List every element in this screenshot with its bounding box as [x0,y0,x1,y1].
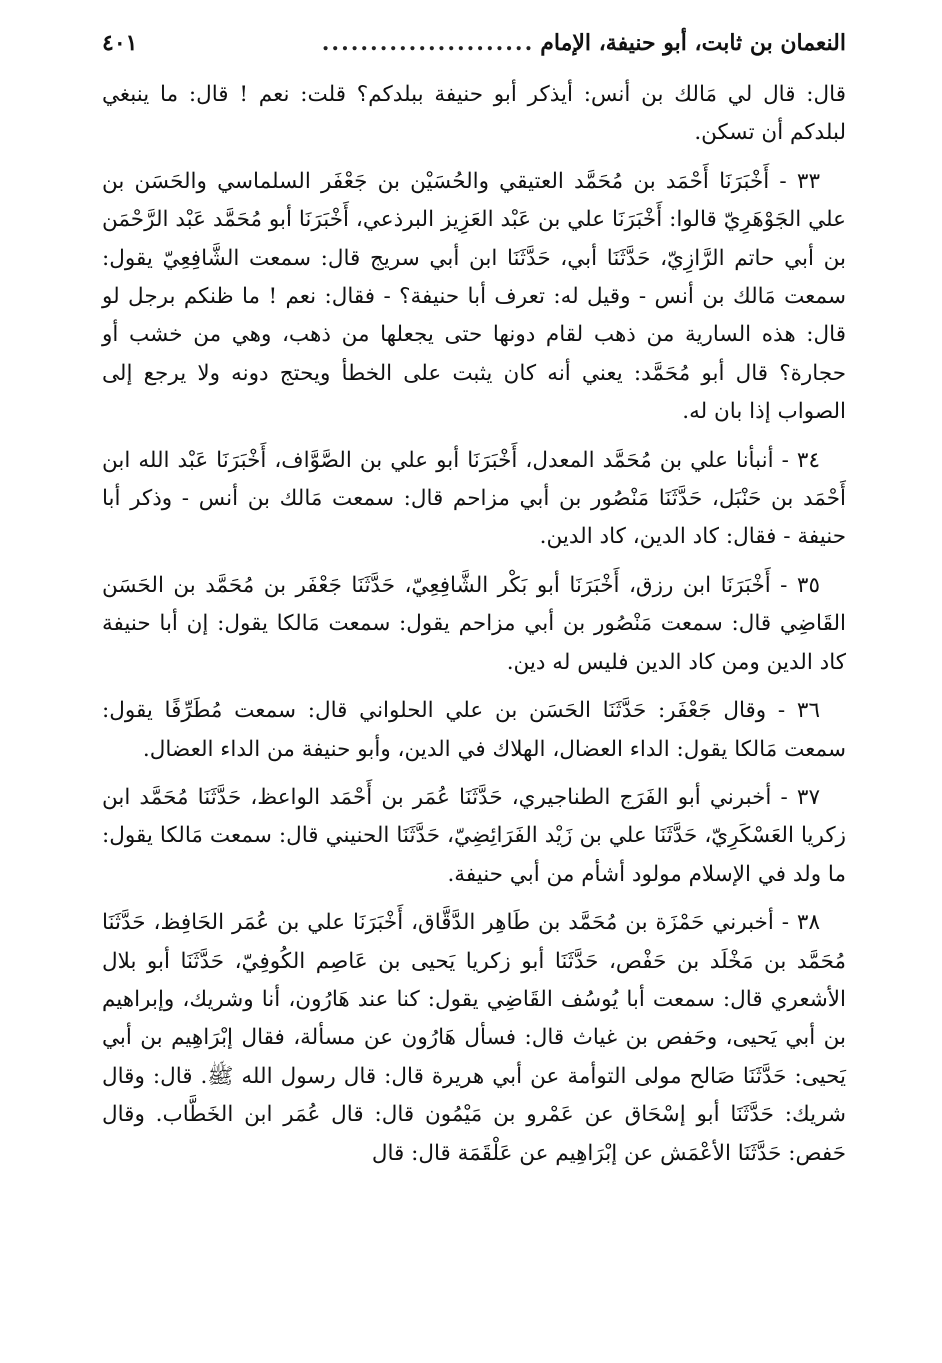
paragraph-36: ٣٦ - وقال جَعْفَر: حَدَّثَنَا الحَسَن بن علي الحلواني قال: سمعت مُطَرِّفًا يقول: سمعت مَالكا يقول: الداء العضال، الهلاك في الدين، وأبو حنيفة من الداء العضال. [102,698,846,762]
paragraph-33: ٣٣ - أَخْبَرَنَا أَحْمَد بن مُحَمَّد العتيقي والحُسَيْن بن جَعْفَر السلماسي والحَسَن بن علي الجَوْهَرِيّ قالوا: أَخْبَرَنَا علي بن عَبْد العَزِيز البرذعي، أَخْبَرَنَا أبو مُحَمَّد عَبْد الرَّحْمَن بن أبي حاتم الرَّازِيّ، حَدَّثَنَا أبي، حَدَّثَنَا ابن أبي سريج قال: سمعت الشَّافِعِيّ يقول: سمعت مَالك بن أنس - وقيل له: تعرف أبا حنيفة؟ - فقال: نعم ! ما ظنكم برجل لو قال: هذه السارية من ذهب لقام دونها حتى يجعلها من ذهب، وهي من خشب أو حجارة؟ قال أبو مُحَمَّد: يعني أنه كان يثبت على الخطأ ويحتج دونه ولا يرجع إلى الصواب إذا بان له. [102,168,846,425]
page-body [102,76,846,1173]
paragraph-38: ٣٨ - أخبرني حَمْزَة بن مُحَمَّد بن طَاهِر الدَّقَّاق، أَخْبَرَنَا علي بن عُمَر الحَافِظ، حَدَّثَنَا مُحَمَّد بن مَخْلَد بن حَفْص، حَدَّثَنَا أبو زكريا يَحيى بن عَاصِم الكُوفِيّ، حَدَّثَنَا أبو بلال الأشعري قال: سمعت أبا يُوسُف القَاضِي يقول: كنا عند هَارُون، أنا وشريك، وإبراهيم بن أبي يَحيى، وحَفص بن غياث قال: فسأل هَارُون عن مسألة، فقال إبْرَاهِيم بن أبي يَحيى: حَدَّثَنَا صَالح مولى التوأمة عن أبي هريرة قال: قال رسول الله ﷺ. قال: وقال شريك: حَدَّثَنَا أبو إسْحَاق عن عَمْرو بن مَيْمُون قال: قال عُمَر ابن الخَطَّاب. وقال حَفص: حَدَّثَنَا الأعْمَش عن إبْرَاهِيم عن عَلْقَمَة قال: قال [102,910,846,1166]
paragraph-37: ٣٧ - أخبرني أبو الفَرَج الطناجيري، حَدَّثَنَا عُمَر بن أَحْمَد الواعظ، حَدَّثَنَا مُحَمَّد ابن زكريا العَسْكَرِيّ، حَدَّثَنَا علي بن زَيْد الفَرَائِضِيّ، حَدَّثَنَا الحنيني قال: سمعت مَالكا يقول: ما ولد في الإسلام مولود أشأم من أبي حنيفة. [102,784,846,887]
paragraph-34: ٣٤ - أنبأنا علي بن مُحَمَّد المعدل، أَخْبَرَنَا أبو علي بن الصَّوَّاف، أَخْبَرَنَا عَبْد الله ابن أَحْمَد بن حَنْبَل، حَدَّثَنَا مَنْصُور بن أبي مزاحم قال: سمعت مَالك بن أنس - وذكر أبا حنيفة - فقال: كاد الدين، كاد الدين. [102,447,846,550]
paragraph-35: ٣٥ - أَخْبَرَنَا ابن رزق، أَخْبَرَنَا أبو بَكْر الشَّافِعِيّ، حَدَّثَنَا جَعْفَر بن مُحَمَّد بن الحَسَن القَاضِي قال: سمعت مَنْصُور بن أبي مزاحم يقول: سمعت مَالكا يقول: إن أبا حنيفة كاد الدين ومن كاد الدين فليس له دين. [102,572,846,675]
page-number: ٤٠١ [102,30,138,56]
page-header [102,30,846,74]
dot-leader: ...................... [321,30,535,56]
running-title: النعمان بن ثابت، أبو حنيفة، الإمام [540,30,846,56]
paragraph-continuation: قال: قال لي مَالك بن أنس: أيذكر أبو حنيفة ببلدكم؟ قلت: نعم ! قال: ما ينبغي لبلدكم أن تسكن. [102,82,846,146]
